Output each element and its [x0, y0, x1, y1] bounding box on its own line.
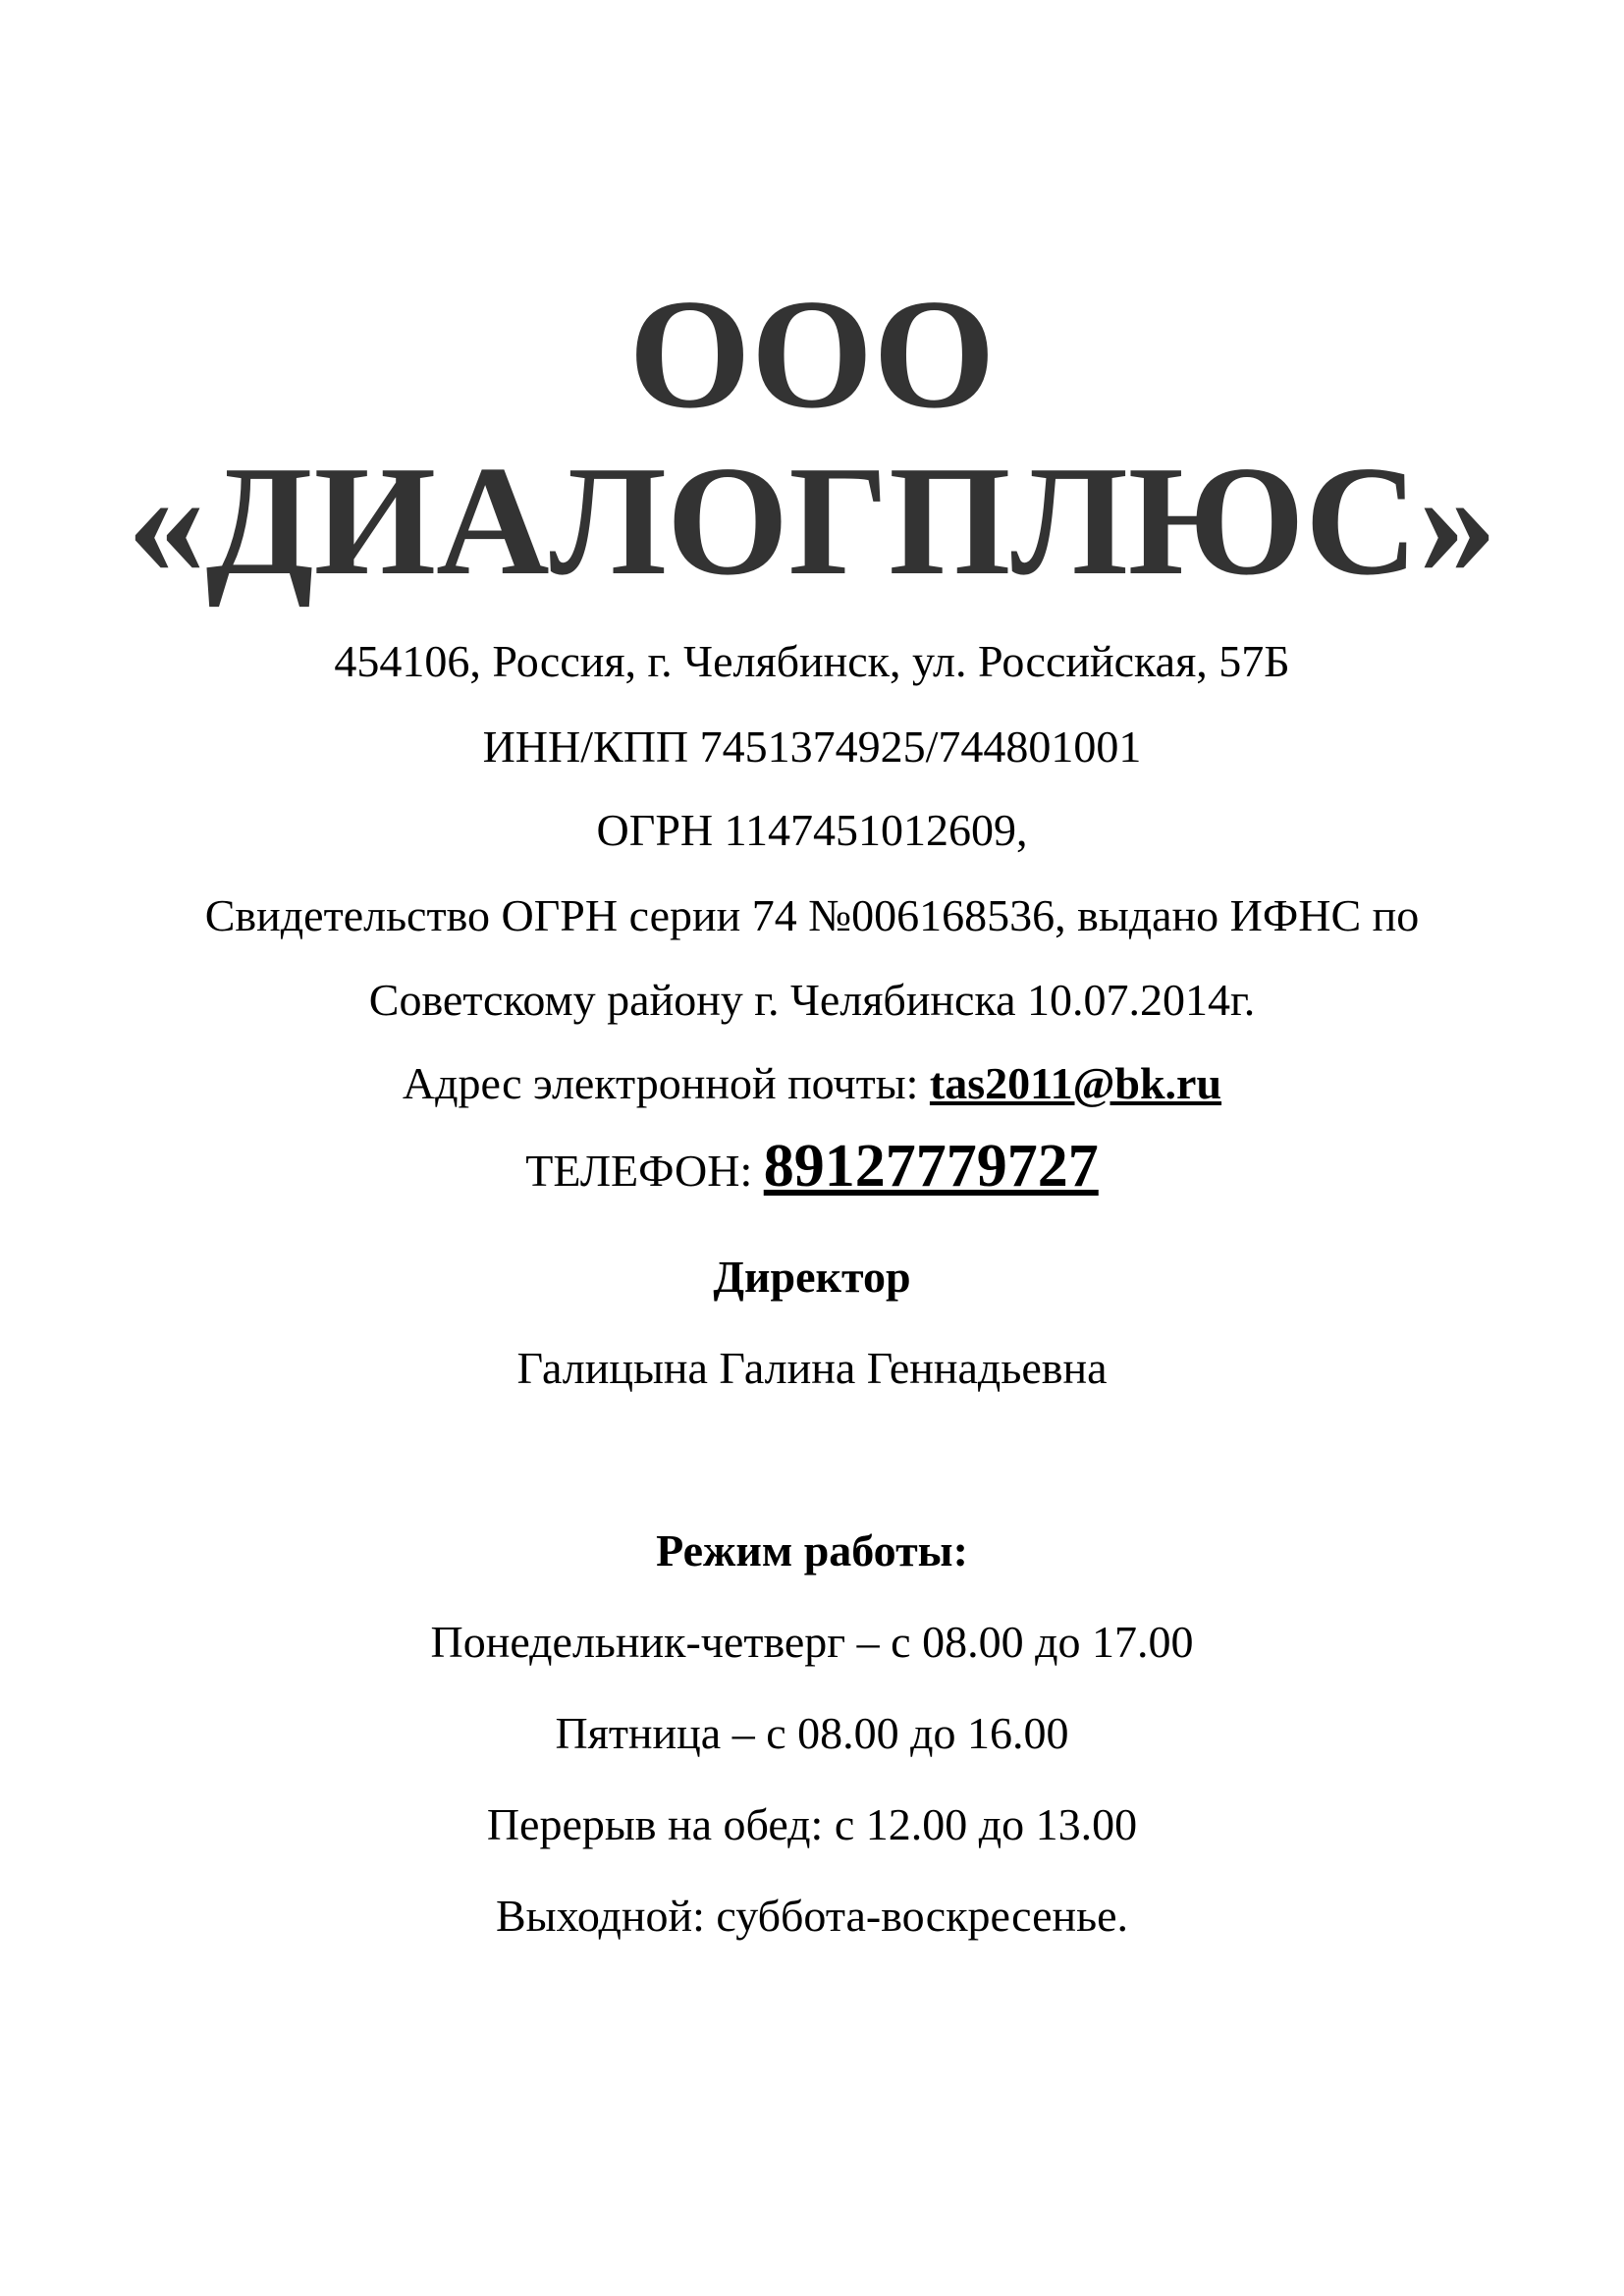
director-title: Директор	[713, 1252, 911, 1302]
company-address: 454106, Россия, г. Челябинск, ул. Российская, 57Б	[334, 636, 1290, 686]
company-form: ООО	[628, 266, 996, 441]
email-link[interactable]: tas2011@bk.ru	[929, 1058, 1222, 1108]
phone-label: ТЕЛЕФОН:	[525, 1146, 764, 1196]
company-name: «ДИАЛОГПЛЮС»	[127, 433, 1497, 608]
work-mode-weekend: Выходной: суббота-воскресенье.	[495, 1891, 1129, 1941]
work-mode-friday: Пятница – с 08.00 до 16.00	[555, 1708, 1069, 1758]
inn-kpp: ИНН/КПП 7451374925/744801001	[482, 721, 1142, 772]
work-mode-title: Режим работы:	[656, 1525, 968, 1575]
phone-number[interactable]: 89127779727	[763, 1133, 1099, 1200]
director-name: Галицына Галина Геннадьевна	[516, 1343, 1108, 1393]
work-mode-lunch: Перерыв на обед: с 12.00 до 13.00	[486, 1799, 1138, 1849]
certificate-line-2: Советскому району г. Челябинска 10.07.2014г.	[368, 975, 1256, 1025]
email-label: Адрес электронной почты:	[402, 1058, 930, 1108]
work-mode-weekdays: Понедельник-четверг – с 08.00 до 17.00	[430, 1617, 1194, 1667]
ogrn: ОГРН 1147451012609,	[596, 805, 1028, 855]
phone-line	[0, 1133, 1624, 1200]
certificate-line-1: Свидетельство ОГРН серии 74 №006168536, выдано ИФНС по	[204, 890, 1420, 940]
email-line	[0, 1056, 1624, 1111]
